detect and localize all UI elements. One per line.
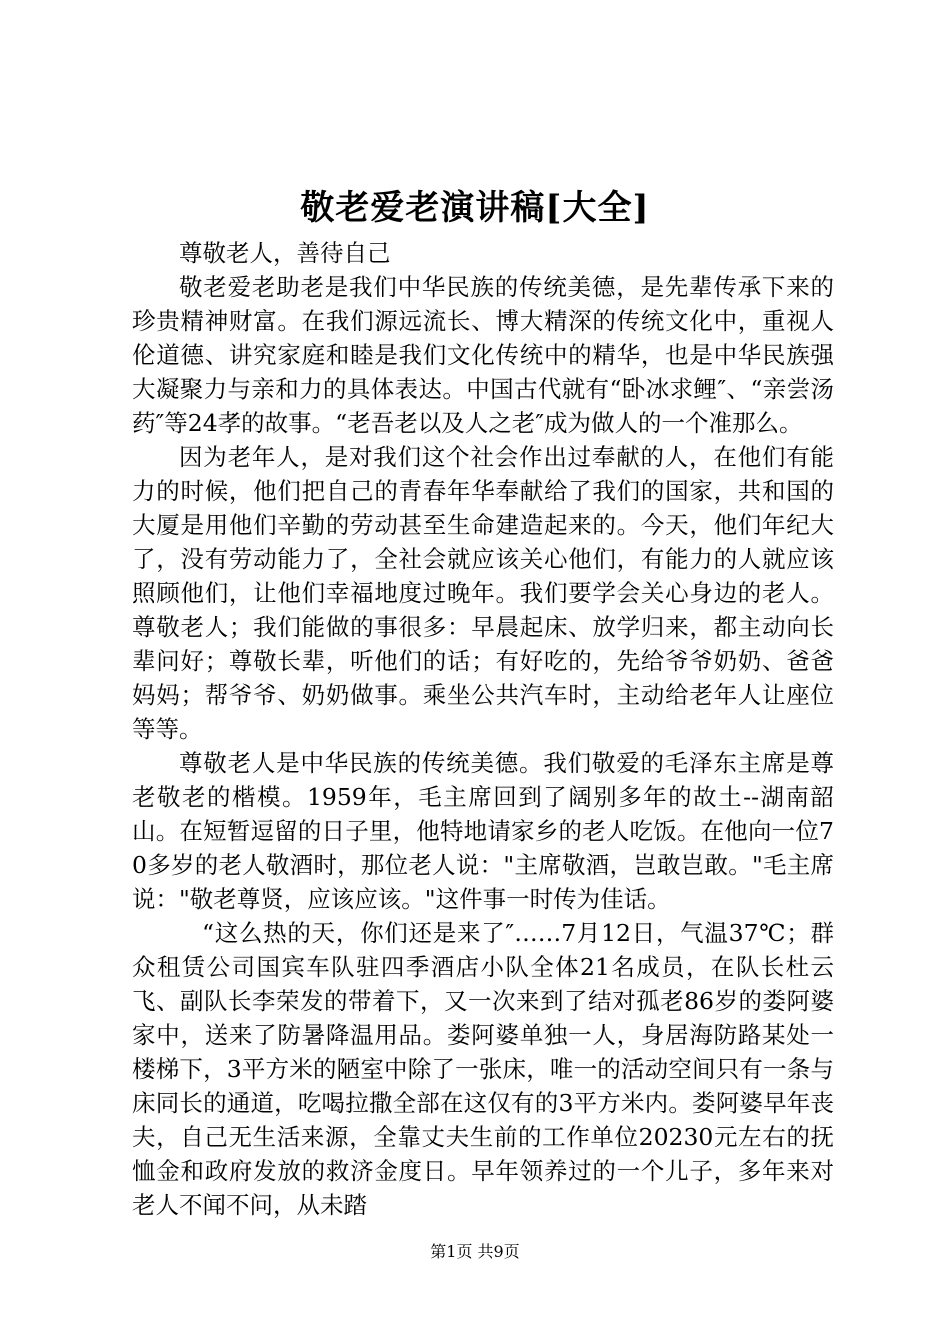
page-footer: 第1页 共9页 (430, 1242, 520, 1261)
page-title: 敬老爱老演讲稿[大全] (300, 188, 650, 228)
body-paragraph: “这么热的天，你们还是来了″……7月12日，气温37℃；群众租赁公司国宾车队驻四季酒店小队全体21名成员，在队长杜云飞、副队长李荣发的带着下，又一次来到了结对孤老86岁的娄阿婆家中，送来了防暑降温用品。娄阿婆单独一人，身居海防路某处一楼梯下，3平方米的陋室中除了一张床，唯一的活动空间只有一条与床同长的通道，吃喝拉撒全部在这仅有的3平方米内。娄阿婆早年丧夫，自己无生活来源，全靠丈夫生前的工作单位20230元左右的抚恤金和政府发放的救济金度日。早年领养过的一个儿子，多年来对老人不闻不问，从未踏 (132, 919, 834, 1219)
body-paragraph: 敬老爱老助老是我们中华民族的传统美德，是先辈传承下来的珍贵精神财富。在我们源远流长、博大精深的传统文化中，重视人伦道德、讲究家庭和睦是我们文化传统中的精华，也是中华民族强大凝聚力与亲和力的具体表达。中国古代就有“卧冰求鲤″、“亲尝汤药″等24孝的故事。“老吾老以及人之老″成为做人的一个准那么。 (132, 273, 834, 437)
body-paragraph: 尊敬老人是中华民族的传统美德。我们敬爱的毛泽东主席是尊老敬老的楷模。1959年，毛主席回到了阔别多年的故土--湖南韶山。在短暂逗留的日子里，他特地请家乡的老人吃饭。在他向一位70多岁的老人敬酒时，那位老人说："主席敬酒，岂敢岂敢。"毛主席说："敬老尊贤，应该应该。"这件事一时传为佳话。 (132, 749, 834, 913)
document-body (132, 236, 834, 1222)
subtitle-paragraph: 尊敬老人，善待自己 (179, 239, 391, 267)
body-paragraph: 因为老年人，是对我们这个社会作出过奉献的人，在他们有能力的时候，他们把自己的青春年华奉献给了我们的国家，共和国的大厦是用他们辛勤的劳动甚至生命建造起来的。今天，他们年纪大了，没有劳动能力了，全社会就应该关心他们，有能力的人就应该照顾他们，让他们幸福地度过晚年。我们要学会关心身边的老人。尊敬老人；我们能做的事很多：早晨起床、放学归来，都主动向长辈问好；尊敬长辈，听他们的话；有好吃的，先给爷爷奶奶、爸爸妈妈；帮爷爷、奶奶做事。乘坐公共汽车时，主动给老年人让座位等等。 (132, 443, 834, 743)
